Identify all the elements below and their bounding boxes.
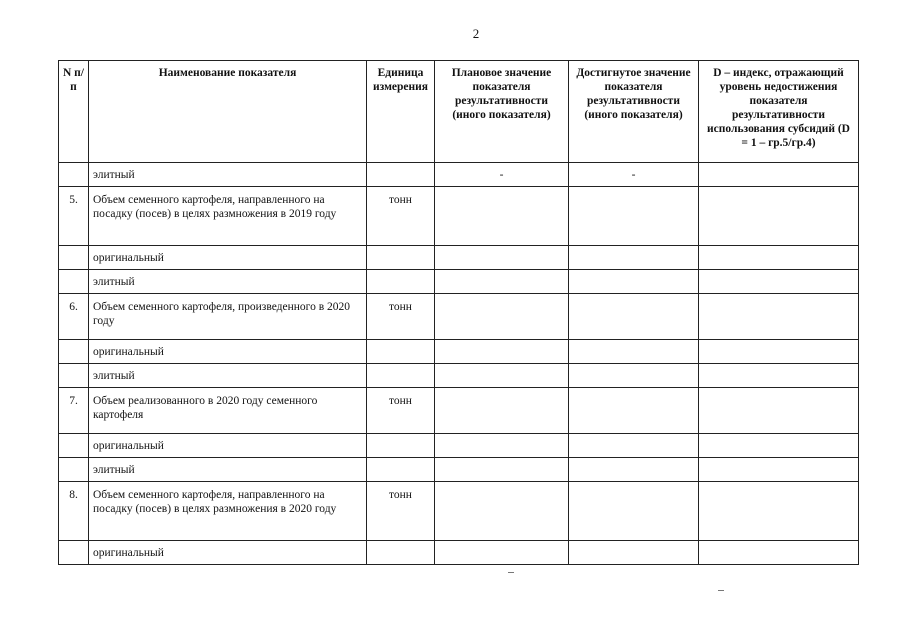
row-plan (435, 482, 569, 541)
scan-speck (718, 590, 724, 591)
header-d-index: D – индекс, отражающий уровень недостижения показателя результативности использования субсидий (D = 1 – гр.5/гр.4) (699, 61, 859, 163)
row-index (699, 270, 859, 294)
row-plan (435, 388, 569, 434)
row-plan (435, 364, 569, 388)
row-index (699, 388, 859, 434)
row-unit (367, 541, 435, 565)
row-index (699, 187, 859, 246)
page-number: 2 (472, 26, 480, 41)
row-plan (435, 187, 569, 246)
row-number (59, 458, 89, 482)
row-name: элитный (89, 458, 367, 482)
row-achieved (569, 340, 699, 364)
row-achieved (569, 458, 699, 482)
row-achieved (569, 364, 699, 388)
row-achieved (569, 541, 699, 565)
row-name: Объем реализованного в 2020 году семенного картофеля (89, 388, 367, 434)
row-index (699, 458, 859, 482)
row-index (699, 340, 859, 364)
row-number (59, 541, 89, 565)
row-index (699, 434, 859, 458)
row-name: элитный (89, 163, 367, 187)
row-index (699, 294, 859, 340)
table-row (59, 294, 859, 340)
row-unit (367, 434, 435, 458)
row-number (59, 163, 89, 187)
row-plan (435, 270, 569, 294)
row-unit (367, 340, 435, 364)
row-plan (435, 246, 569, 270)
row-achieved (569, 246, 699, 270)
row-unit: тонн (367, 187, 435, 246)
table-row (59, 340, 859, 364)
table-header-row (59, 61, 859, 163)
row-name: оригинальный (89, 434, 367, 458)
table-row (59, 458, 859, 482)
table-row (59, 246, 859, 270)
row-achieved (569, 482, 699, 541)
row-unit (367, 458, 435, 482)
row-name: Объем семенного картофеля, направленного на посадку (посев) в целях размножения в 2019 году (89, 187, 367, 246)
row-name: оригинальный (89, 340, 367, 364)
row-name: оригинальный (89, 246, 367, 270)
row-index (699, 163, 859, 187)
row-unit (367, 270, 435, 294)
row-index (699, 541, 859, 565)
row-achieved (569, 270, 699, 294)
row-index (699, 246, 859, 270)
row-number (59, 270, 89, 294)
table-row (59, 388, 859, 434)
row-index (699, 482, 859, 541)
row-index (699, 364, 859, 388)
row-unit (367, 246, 435, 270)
row-achieved: - (569, 163, 699, 187)
row-number: 5. (59, 187, 89, 246)
table-row (59, 364, 859, 388)
header-unit: Единица измерения (367, 61, 435, 163)
row-plan (435, 294, 569, 340)
header-achieved-value: Достигнутое значение показателя результативности (иного показателя) (569, 61, 699, 163)
header-indicator-name: Наименование показателя (89, 61, 367, 163)
row-unit: тонн (367, 294, 435, 340)
row-number (59, 246, 89, 270)
row-name: оригинальный (89, 541, 367, 565)
row-number (59, 340, 89, 364)
header-number: N п/п (59, 61, 89, 163)
row-number (59, 434, 89, 458)
row-plan (435, 434, 569, 458)
row-plan (435, 541, 569, 565)
row-achieved (569, 388, 699, 434)
table-row (59, 482, 859, 541)
row-name: Объем семенного картофеля, направленного на посадку (посев) в целях размножения в 2020 году (89, 482, 367, 541)
row-unit (367, 364, 435, 388)
scan-speck (508, 572, 514, 573)
header-planned-value: Плановое значение показателя результативности (иного показателя) (435, 61, 569, 163)
row-plan (435, 458, 569, 482)
row-plan (435, 340, 569, 364)
table-row (59, 541, 859, 565)
row-name: элитный (89, 364, 367, 388)
row-number: 8. (59, 482, 89, 541)
row-achieved (569, 294, 699, 340)
row-achieved (569, 187, 699, 246)
row-name: элитный (89, 270, 367, 294)
row-unit: тонн (367, 388, 435, 434)
row-achieved (569, 434, 699, 458)
row-name: Объем семенного картофеля, произведенного в 2020 году (89, 294, 367, 340)
table-row (59, 270, 859, 294)
table-row (59, 187, 859, 246)
row-unit (367, 163, 435, 187)
table-row (59, 163, 859, 187)
table-row (59, 434, 859, 458)
row-plan: - (435, 163, 569, 187)
row-number (59, 364, 89, 388)
indicators-table (58, 60, 859, 565)
row-number: 7. (59, 388, 89, 434)
row-unit: тонн (367, 482, 435, 541)
row-number: 6. (59, 294, 89, 340)
